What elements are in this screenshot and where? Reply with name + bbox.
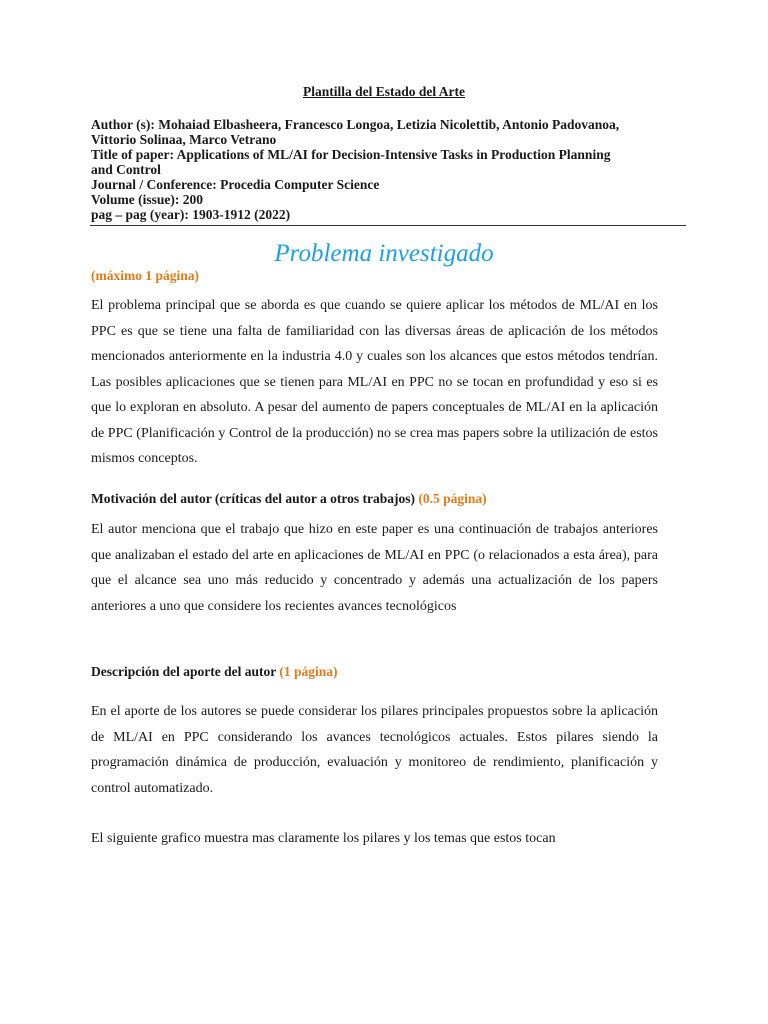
paper-title-line-1: Title of paper: Applications of ML/AI for Decision-Intensive Tasks in Production Planning [91, 147, 611, 162]
authors-line-2: Vittorio Solinaa, Marco Vetrano [91, 132, 277, 147]
journal-line: Journal / Conference: Procedia Computer Science [91, 177, 380, 192]
motivation-heading-text: Motivación del autor (críticas del autor a otros trabajos) [91, 491, 415, 506]
motivation-heading [91, 491, 487, 507]
contribution-paragraph: En el aporte de los autores se puede considerar los pilares principales propuestos sobre la aplicación de ML/AI en PPC considerando los avances tecnológicos actuales. Estos pilares siendo la programación dinámica de producción, evaluación y monitoreo de rendimiento, planificación y control automatizado. [91, 704, 658, 796]
paper-metadata [91, 117, 691, 222]
contribution-heading [91, 664, 338, 680]
contribution-heading-text: Descripción del aporte del autor [91, 664, 276, 679]
paper-title-line-2: and Control [91, 162, 161, 177]
contribution-page-note: (1 página) [279, 664, 338, 679]
pages-line: pag – pag (year): 1903-1912 (2022) [91, 207, 291, 222]
motivation-page-note: (0.5 página) [418, 491, 487, 506]
authors-line-1: Author (s): Mohaiad Elbasheera, Francesco Longoa, Letizia Nicolettib, Antonio Padovanoa, [91, 117, 620, 132]
header-divider [90, 225, 686, 226]
volume-line: Volume (issue): 200 [91, 192, 204, 207]
problem-paragraph: El problema principal que se aborda es que cuando se quiere aplicar los métodos de ML/AI en los PPC es que se tiene una falta de familiaridad con las diversas áreas de aplicación de los métodos mencionados anteriormente en la industria 4.0 y cuales son los alcances que estos métodos tendrían. Las posibles aplicaciones que se tienen para ML/AI en PPC no se tocan en profundidad y eso si es que lo exploran en absoluto. A pesar del aumento de papers conceptuales de ML/AI en la aplicación de PPC (Planificación y Control de la producción) no se crea mas papers sobre la utilización de estos mismos conceptos. [91, 298, 658, 466]
problem-section-title: Problema investigado [274, 240, 494, 267]
contribution-closing: El siguiente grafico muestra mas claramente los pilares y los temas que estos tocan [91, 831, 556, 846]
motivation-paragraph: El autor menciona que el trabajo que hizo en este paper es una continuación de trabajos anteriores que analizaban el estado del arte en aplicaciones de ML/AI en PPC (o relacionados a esta área), para que el alcance sea uno más reducido y concentrado y además una actualización de los papers anteriores a uno que considere los recientes avances tecnológicos [91, 522, 658, 614]
template-title: Plantilla del Estado del Arte [303, 84, 465, 99]
problem-page-note: (máximo 1 página) [91, 268, 199, 283]
